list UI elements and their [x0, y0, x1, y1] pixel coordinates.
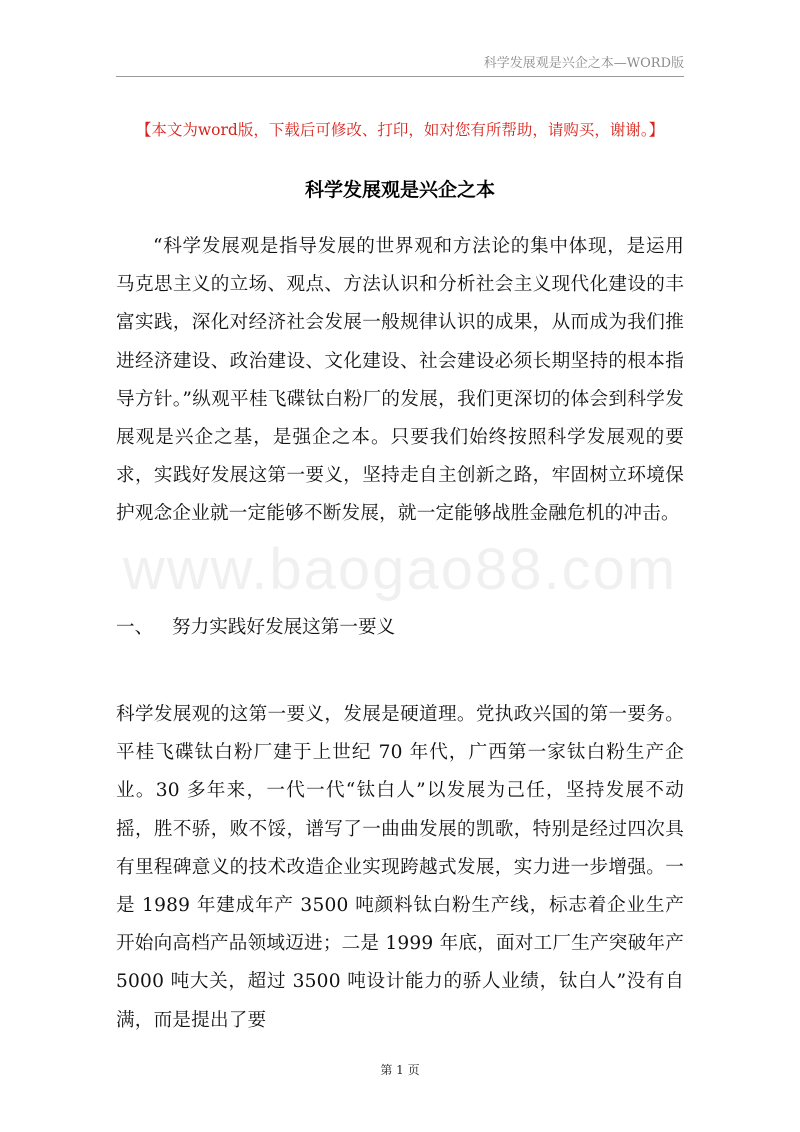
watermark: www.baogao88.com	[122, 537, 678, 602]
running-header: 科学发展观是兴企之本—WORD版	[483, 56, 684, 71]
header-divider	[116, 76, 684, 77]
body-paragraph-1: “科学发展观是指导发展的世界观和方法论的集中体现，是运用马克思主义的立场、观点、方法认识和分析社会主义现代化建设的丰富实践，深化对经济社会发展一般规律认识的成果，从而成为我们推进经济建设、政治建设、文化建设、社会建设必须长期坚持的根本指导方针。”纵观平桂飞碟钛白粉厂的发展，我们更深切的体会到科学发展观是兴企之基，是强企之本。只要我们始终按照科学发展观的要求，实践好发展这第一要义，坚持走自主创新之路，牢固树立环境保护观念企业就一定能够不断发展，就一定能够战胜金融危机的冲击。	[116, 236, 684, 525]
section-number: 一、	[116, 617, 154, 638]
download-notice: 【本文为word版，下载后可修改、打印，如对您有所帮助，请购买，谢谢。】	[135, 121, 665, 139]
section-title: 努力实践好发展这第一要义	[172, 617, 396, 638]
body-paragraph-2: 科学发展观的这第一要义，发展是硬道理。党执政兴国的第一要务。平桂飞碟钛白粉厂建于上世纪 70 年代，广西第一家钛白粉生产企业。30 多年来，一代一代“钛白人”以发展为己任，坚持发展不动摇，胜不骄，败不馁，谱写了一曲曲发展的凯歌，特别是经过四次具有里程碑意义的技术改造企业实现跨越式发展，实力进一步增强。一是 1989 年建成年产 3500 吨颜料钛白粉生产线，标志着企业生产开始向高档产品领域迈进；二是 1999 年底，面对工厂生产突破年产 5000 吨大关，超过 3500 吨设计能力的骄人业绩，钛白人”没有自满，而是提出了要	[116, 704, 684, 1031]
page-number: 第 1 页	[380, 1063, 420, 1077]
section-heading-1	[116, 613, 395, 643]
document-title: 科学发展观是兴企之本	[304, 179, 495, 201]
